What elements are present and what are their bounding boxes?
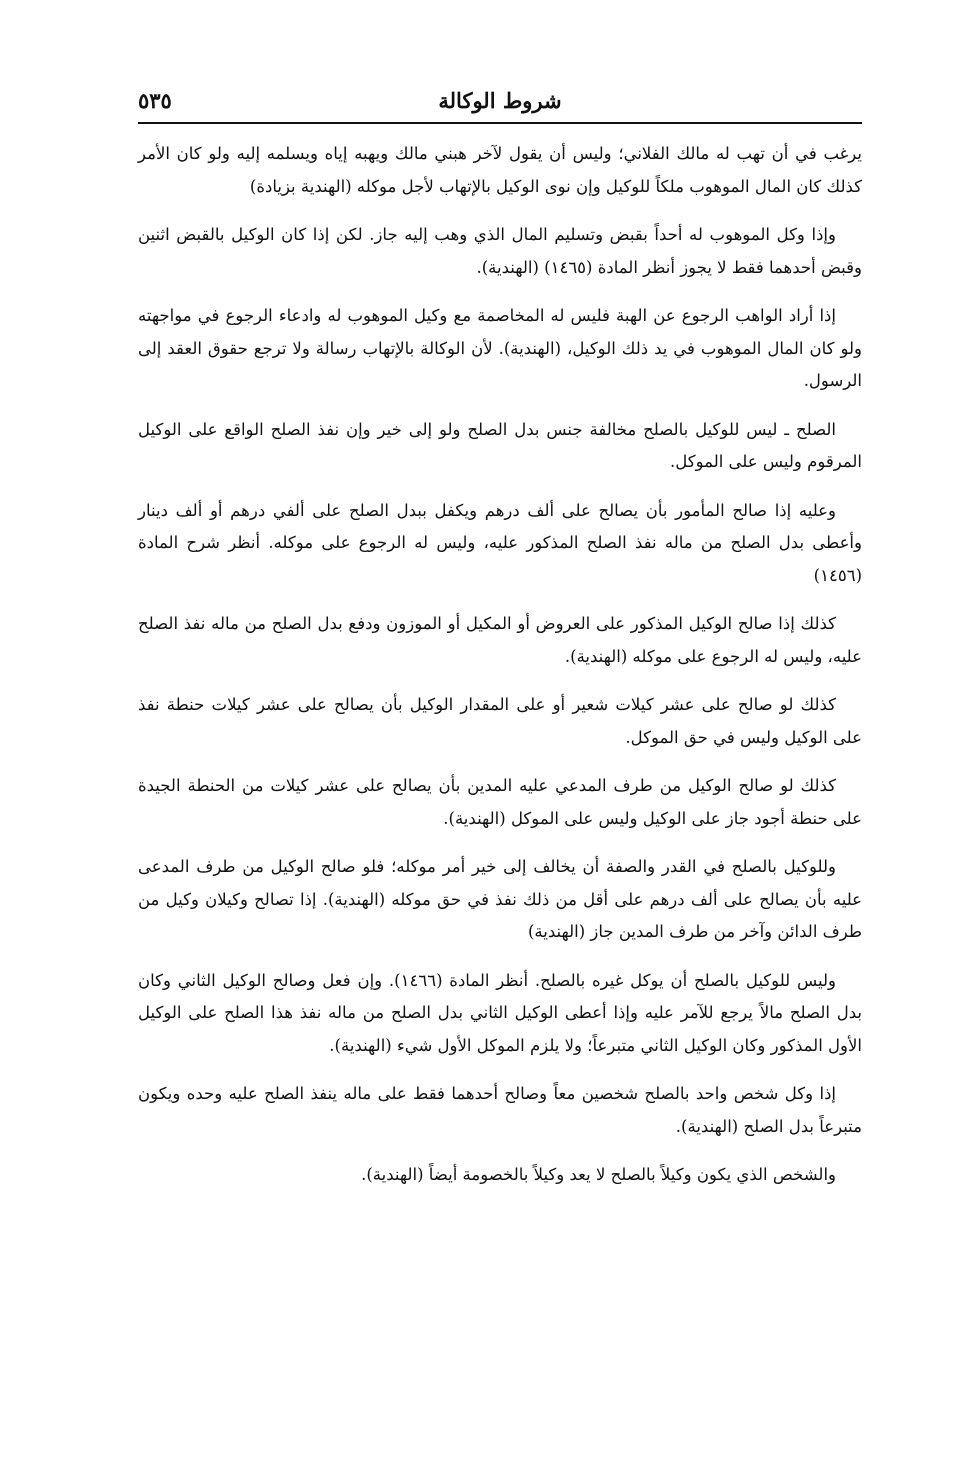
- paragraph: الصلح ـ ليس للوكيل بالصلح مخالفة جنس بدل الصلح ولو إلى خير وإن نفذ الصلح الواقع على الوكيل المرقوم وليس على الموكل.: [138, 419, 862, 471]
- paragraph: إذا أراد الواهب الرجوع عن الهبة فليس له المخاصمة مع وكيل الموهوب له وادعاء الرجوع في مواجهته ولو كان المال الموهوب في يد ذلك الوكيل، (الهندية). لأن الوكالة بالإتهاب رسالة ولا ترجع حقوق العقد إلى الرسول.: [138, 306, 862, 390]
- paragraph: وإذا وكل الموهوب له أحداً بقبض وتسليم المال الذي وهب إليه جاز. لكن إذا كان الوكيل بالقبض اثنين وقبض أحدهما فقط لا يجوز أنظر المادة (١٤٦٥) (الهندية).: [138, 225, 862, 277]
- paragraph: كذلك لو صالح الوكيل من طرف المدعي عليه المدين بأن يصالح على عشر كيلات من الحنطة الجيدة على حنطة أجود جاز على الوكيل وليس على الموكل (الهندية).: [138, 776, 862, 828]
- running-title: شروط الوكالة: [438, 88, 562, 113]
- paragraph: والشخص الذي يكون وكيلاً بالصلح لا يعد وكيلاً بالخصومة أيضاً (الهندية).: [361, 1165, 836, 1184]
- page-number: ٥٣٥: [138, 88, 172, 113]
- page-body: [138, 138, 862, 1208]
- paragraph: وعليه إذا صالح المأمور بأن يصالح على ألف درهم ويكفل ببدل الصلح على ألفي درهم أو ألف دينار وأعطى بدل الصلح من ماله نفذ الصلح المذكور عليه، وليس له الرجوع على موكله. أنظر شرح المادة (١٤٥٦): [138, 500, 862, 585]
- paragraph: يرغب في أن تهب له مالك الفلاني؛ وليس أن يقول لآخر هبني مالك ويهبه إياه ويسلمه إليه ولو كان الأمر كذلك كان المال الموهوب ملكاً للوكيل وإن نوى الوكيل بالإتهاب لأجل موكله (الهندية بزيادة): [138, 144, 862, 196]
- paragraph: كذلك لو صالح على عشر كيلات شعير أو على المقدار الوكيل بأن يصالح على عشر كيلات حنطة نفذ على الوكيل وليس في حق الموكل.: [138, 695, 862, 747]
- paragraph: إذا وكل شخص واحد بالصلح شخصين معاً وصالح أحدهما فقط على ماله ينفذ الصلح عليه وحده ويكون متبرعاً بدل الصلح (الهندية).: [138, 1084, 862, 1136]
- paragraph: كذلك إذا صالح الوكيل المذكور على العروض أو المكيل أو الموزون ودفع بدل الصلح من ماله نفذ الصلح عليه، وليس له الرجوع على موكله (الهندية).: [138, 614, 862, 666]
- paragraph: وليس للوكيل بالصلح أن يوكل غيره بالصلح. أنظر المادة (١٤٦٦). وإن فعل وصالح الوكيل الثاني وكان بدل الصلح مالاً يرجع للآمر عليه وإذا أعطى الوكيل الثاني بدل الصلح من ماله نفذ هذا الصلح على الوكيل الأول المذكور وكان الوكيل الثاني متبرعاً؛ ولا يلزم الموكل الأول شيء (الهندية).: [138, 970, 862, 1055]
- paragraph: وللوكيل بالصلح في القدر والصفة أن يخالف إلى خير أمر موكله؛ فلو صالح الوكيل من طرف المدعى عليه بأن يصالح على ألف درهم على أقل من ذلك نفذ في حق موكله (الهندية). إذا تصالح وكيلان وكيل من طرف الدائن وآخر من طرف المدين جاز (الهندية): [138, 857, 862, 941]
- page-header: [138, 82, 862, 124]
